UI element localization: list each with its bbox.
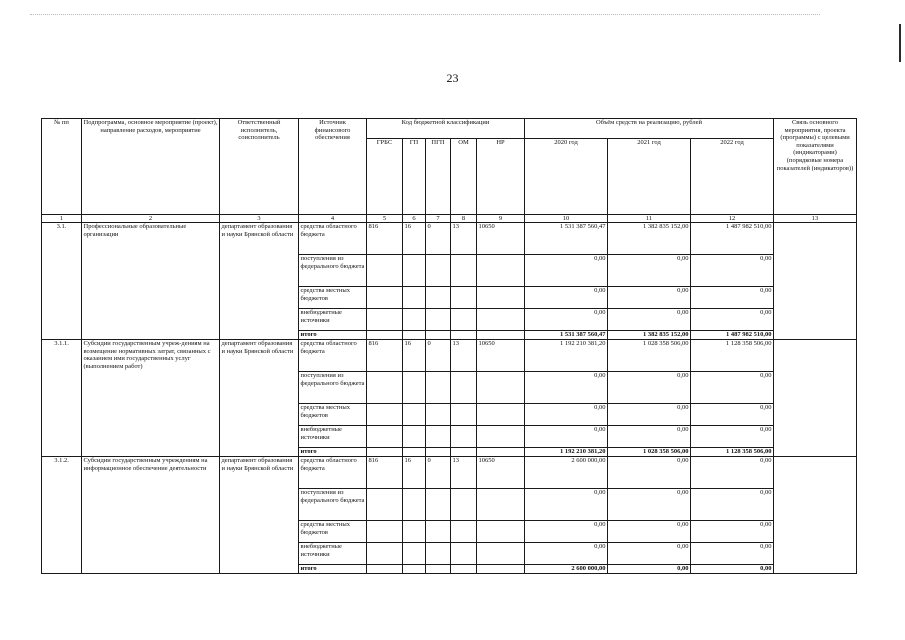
source-name: средства областного бюджета — [299, 223, 367, 255]
amount-2022: 0,00 — [691, 457, 774, 489]
code-gp — [403, 448, 426, 457]
code-gp — [403, 565, 426, 574]
header-code-grbs: ГРБС — [367, 139, 403, 215]
code-nr — [477, 521, 525, 543]
column-number: 9 — [477, 215, 525, 223]
code-pgp — [426, 448, 451, 457]
code-om — [451, 287, 477, 309]
column-number: 11 — [608, 215, 691, 223]
code-grbs — [367, 448, 403, 457]
code-gp — [403, 489, 426, 521]
amount-2021: 0,00 — [608, 404, 691, 426]
code-om — [451, 404, 477, 426]
code-nr — [477, 331, 525, 340]
code-pgp: 0 — [426, 223, 451, 255]
code-gp — [403, 287, 426, 309]
code-nr — [477, 404, 525, 426]
page-number: 23 — [446, 71, 459, 85]
source-name: средства местных бюджетов — [299, 521, 367, 543]
code-gp — [403, 521, 426, 543]
code-grbs — [367, 426, 403, 448]
code-gp — [403, 255, 426, 287]
total-2022: 1 487 982 510,00 — [691, 331, 774, 340]
total-2020: 1 531 387 560,47 — [525, 331, 608, 340]
column-number: 10 — [525, 215, 608, 223]
row-responsible: департамент образования и науки Брянской области — [220, 223, 299, 340]
code-gp — [403, 543, 426, 565]
column-number-row — [42, 215, 857, 223]
code-nr — [477, 448, 525, 457]
code-om: 13 — [451, 223, 477, 255]
total-2020: 2 600 000,00 — [525, 565, 608, 574]
code-grbs — [367, 565, 403, 574]
amount-2020: 2 600 000,00 — [525, 457, 608, 489]
code-grbs — [367, 543, 403, 565]
code-gp — [403, 331, 426, 340]
code-om — [451, 448, 477, 457]
amount-2022: 0,00 — [691, 489, 774, 521]
amount-2022: 0,00 — [691, 255, 774, 287]
amount-2022: 0,00 — [691, 426, 774, 448]
source-name: поступления из федерального бюджета — [299, 255, 367, 287]
code-pgp — [426, 521, 451, 543]
amount-2021: 1 028 358 506,00 — [608, 340, 691, 372]
header-code-om: ОМ — [451, 139, 477, 215]
row-program-name: Субсидии государственным учреж-дениям на возмещение нормативных затрат, связанных с оказанием ими государственных услуг (выполнением работ) — [82, 340, 220, 457]
column-number: 5 — [367, 215, 403, 223]
code-om — [451, 372, 477, 404]
amount-2022: 1 128 358 506,00 — [691, 340, 774, 372]
code-pgp — [426, 309, 451, 331]
code-grbs: 816 — [367, 457, 403, 489]
row-responsible: департамент образования и науки Брянской области — [220, 457, 299, 574]
column-number: 1 — [42, 215, 82, 223]
amount-2020: 0,00 — [525, 489, 608, 521]
row-number: 3.1.1. — [42, 340, 82, 457]
code-pgp — [426, 287, 451, 309]
amount-2022: 0,00 — [691, 309, 774, 331]
code-grbs — [367, 521, 403, 543]
header-responsible: Ответственный исполнитель, соисполнитель — [220, 119, 299, 215]
code-nr: 10650 — [477, 457, 525, 489]
code-om — [451, 565, 477, 574]
code-nr: 10650 — [477, 340, 525, 372]
source-name: внебюджетные источники — [299, 309, 367, 331]
amount-2020: 0,00 — [525, 255, 608, 287]
code-om — [451, 331, 477, 340]
indicator-link — [774, 340, 857, 457]
source-name: средства местных бюджетов — [299, 287, 367, 309]
amount-2020: 1 192 210 381,20 — [525, 340, 608, 372]
column-number: 4 — [299, 215, 367, 223]
code-pgp — [426, 331, 451, 340]
code-grbs — [367, 331, 403, 340]
code-grbs — [367, 372, 403, 404]
total-2020: 1 192 210 381,20 — [525, 448, 608, 457]
code-gp: 16 — [403, 340, 426, 372]
amount-2021: 0,00 — [608, 457, 691, 489]
header-link: Связь основного мероприятия, проекта (программы) с целевыми показателями (индикаторами) (порядковые номера показателей (индикаторов)) — [774, 119, 857, 215]
source-row — [42, 223, 857, 255]
row-number: 3.1.2. — [42, 457, 82, 574]
code-pgp — [426, 404, 451, 426]
total-2021: 0,00 — [608, 565, 691, 574]
code-nr: 10650 — [477, 223, 525, 255]
code-gp — [403, 426, 426, 448]
code-om — [451, 309, 477, 331]
column-number: 6 — [403, 215, 426, 223]
header-num: № пп — [42, 119, 82, 215]
code-grbs — [367, 309, 403, 331]
amount-2021: 0,00 — [608, 426, 691, 448]
column-number: 13 — [774, 215, 857, 223]
code-grbs — [367, 489, 403, 521]
column-number: 2 — [82, 215, 220, 223]
source-name: средства областного бюджета — [299, 340, 367, 372]
code-pgp — [426, 372, 451, 404]
code-gp — [403, 309, 426, 331]
column-number: 8 — [451, 215, 477, 223]
row-number: 3.1. — [42, 223, 82, 340]
header-program: Подпрограмма, основное мероприятие (проект), направление расходов, мероприятие — [82, 119, 220, 215]
row-responsible: департамент образования и науки Брянской области — [220, 340, 299, 457]
code-om — [451, 489, 477, 521]
code-nr — [477, 372, 525, 404]
row-program-name: Профессиональные образовательные организации — [82, 223, 220, 340]
code-pgp — [426, 255, 451, 287]
code-pgp — [426, 489, 451, 521]
source-name: средства местных бюджетов — [299, 404, 367, 426]
amount-2020: 0,00 — [525, 521, 608, 543]
amount-2021: 0,00 — [608, 287, 691, 309]
amount-2022: 0,00 — [691, 521, 774, 543]
source-row — [42, 340, 857, 372]
column-number: 3 — [220, 215, 299, 223]
amount-2020: 0,00 — [525, 372, 608, 404]
amount-2020: 0,00 — [525, 543, 608, 565]
code-om — [451, 521, 477, 543]
header-budget-code: Код бюджетной классификации — [367, 119, 525, 139]
header-row-top — [42, 119, 857, 139]
code-pgp — [426, 565, 451, 574]
amount-2022: 1 487 982 510,00 — [691, 223, 774, 255]
source-name: внебюджетные источники — [299, 543, 367, 565]
amount-2021: 0,00 — [608, 521, 691, 543]
header-year-2022: 2022 год — [691, 139, 774, 215]
code-grbs: 816 — [367, 223, 403, 255]
amount-2021: 0,00 — [608, 489, 691, 521]
code-gp: 16 — [403, 223, 426, 255]
total-2022: 1 128 358 506,00 — [691, 448, 774, 457]
budget-table — [41, 118, 857, 574]
scan-edge-mark — [899, 24, 901, 62]
amount-2020: 0,00 — [525, 426, 608, 448]
amount-2020: 0,00 — [525, 404, 608, 426]
header-amount: Объём средств на реализацию, рублей — [525, 119, 774, 139]
header-year-2021: 2021 год — [608, 139, 691, 215]
code-grbs: 816 — [367, 340, 403, 372]
code-gp: 16 — [403, 457, 426, 489]
code-nr — [477, 287, 525, 309]
amount-2020: 0,00 — [525, 309, 608, 331]
code-om — [451, 543, 477, 565]
amount-2020: 1 531 387 560,47 — [525, 223, 608, 255]
total-2021: 1 382 835 152,00 — [608, 331, 691, 340]
column-number: 7 — [426, 215, 451, 223]
code-pgp — [426, 543, 451, 565]
code-pgp: 0 — [426, 457, 451, 489]
code-nr — [477, 543, 525, 565]
code-pgp: 0 — [426, 340, 451, 372]
code-grbs — [367, 404, 403, 426]
total-label: итого — [299, 565, 367, 574]
amount-2020: 0,00 — [525, 287, 608, 309]
source-name: поступления из федерального бюджета — [299, 372, 367, 404]
amount-2021: 0,00 — [608, 255, 691, 287]
code-nr — [477, 255, 525, 287]
header-code-pgp: ПГП — [426, 139, 451, 215]
column-number: 12 — [691, 215, 774, 223]
code-grbs — [367, 255, 403, 287]
row-program-name: Субсидии государственным учреждениям на информационное обеспечение деятельности — [82, 457, 220, 574]
total-label: итого — [299, 331, 367, 340]
code-om: 13 — [451, 457, 477, 489]
code-gp — [403, 372, 426, 404]
header-source: Источник финансового обеспечения — [299, 119, 367, 215]
indicator-link — [774, 457, 857, 574]
total-label: итого — [299, 448, 367, 457]
total-2021: 1 028 358 506,00 — [608, 448, 691, 457]
source-row — [42, 457, 857, 489]
total-2022: 0,00 — [691, 565, 774, 574]
budget-table-body — [42, 119, 857, 574]
amount-2021: 0,00 — [608, 372, 691, 404]
code-nr — [477, 309, 525, 331]
source-name: внебюджетные источники — [299, 426, 367, 448]
header-code-gp: ГП — [403, 139, 426, 215]
code-grbs — [367, 287, 403, 309]
header-year-2020: 2020 год — [525, 139, 608, 215]
amount-2021: 0,00 — [608, 309, 691, 331]
source-name: средства областного бюджета — [299, 457, 367, 489]
amount-2022: 0,00 — [691, 404, 774, 426]
amount-2021: 0,00 — [608, 543, 691, 565]
code-om — [451, 426, 477, 448]
amount-2022: 0,00 — [691, 372, 774, 404]
code-nr — [477, 426, 525, 448]
header-code-nr: НР — [477, 139, 525, 215]
code-gp — [403, 404, 426, 426]
amount-2022: 0,00 — [691, 287, 774, 309]
indicator-link — [774, 223, 857, 340]
code-om: 13 — [451, 340, 477, 372]
code-pgp — [426, 426, 451, 448]
amount-2022: 0,00 — [691, 543, 774, 565]
code-nr — [477, 489, 525, 521]
source-name: поступления из федерального бюджета — [299, 489, 367, 521]
code-om — [451, 255, 477, 287]
scan-noise-line — [30, 14, 820, 19]
amount-2021: 1 382 835 152,00 — [608, 223, 691, 255]
code-nr — [477, 565, 525, 574]
